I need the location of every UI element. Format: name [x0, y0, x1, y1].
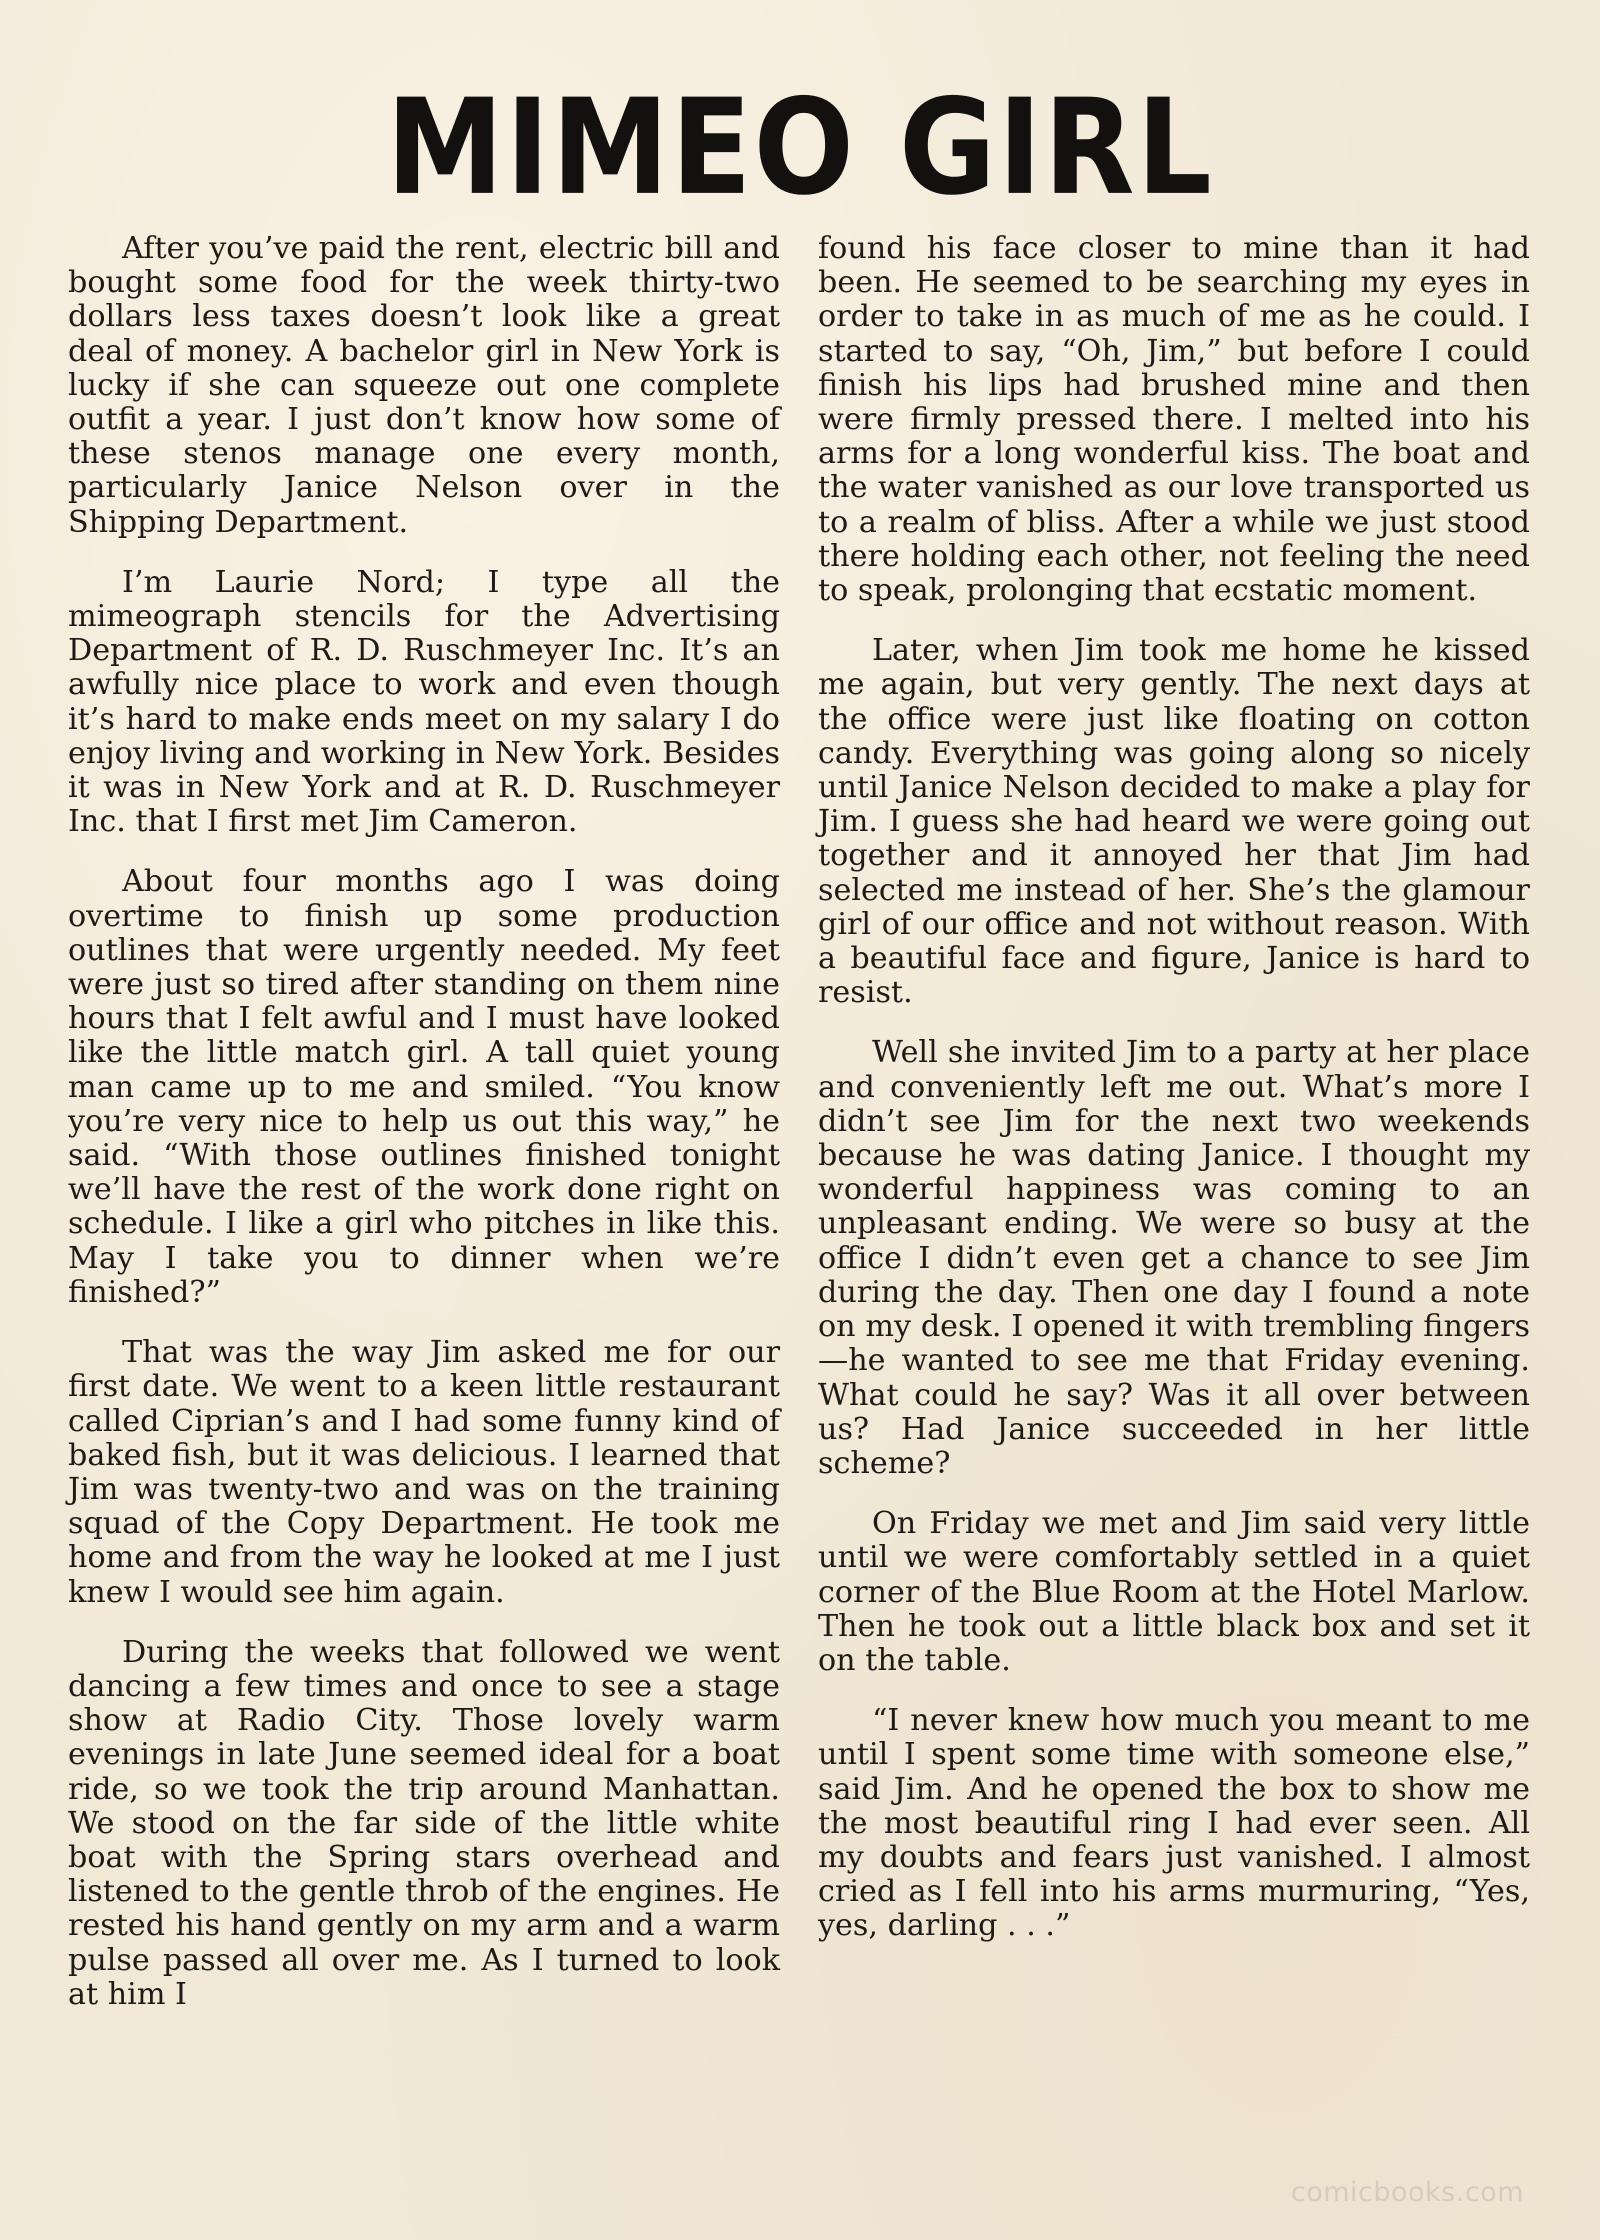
paragraph: On Friday we met and Jim said very little until we were comfortably settled in a quiet corner of the Blue Room at the Hotel Marlow. Then he took out a little black box and set it on the table. — [818, 1506, 1530, 1678]
paragraph: Well she invited Jim to a party at her place and conveniently left me out. What’s more I didn’t see Jim for the next two weekends because he was dating Janice. I thought my wonderful happiness was coming to an unpleasant ending. We were so busy at the office I didn’t even get a chance to see Jim during the day. Then one day I found a note on my desk. I opened it with trembling fingers—he wanted to see me that Friday evening. What could he say? Was it all over between us? Had Janice succeeded in her little scheme? — [818, 1035, 1530, 1481]
paragraph: Later, when Jim took me home he kissed me again, but very gently. The next days at the office were just like floating on cotton candy. Everything was going along so nicely until Janice Nelson decided to make a play for Jim. I guess she had heard we were going out together and it annoyed her that Jim had selected me instead of her. She’s the glamour girl of our office and not without reason. With a beautiful face and figure, Janice is hard to resist. — [818, 633, 1530, 1011]
right-column — [818, 232, 1530, 1970]
paragraph: found his face closer to mine than it had been. He seemed to be searching my eyes in order to take in as much of me as he could. I started to say, “Oh, Jim,” but before I could finish his lips had brushed mine and then were firmly pressed there. I melted into his arms for a long wonderful kiss. The boat and the water vanished as our love transported us to a realm of bliss. After a while we just stood there holding each other, not feeling the need to speak, prolonging that ecstatic moment. — [818, 231, 1530, 609]
watermark: comicbooks.com — [1290, 2177, 1524, 2208]
paragraph: During the weeks that followed we went dancing a few times and once to see a stage show at Radio City. Those lovely warm evenings in late June seemed ideal for a boat ride, so we took the trip around Manhattan. We stood on the far side of the little white boat with the Spring stars overhead and listened to the gentle throb of the engines. He rested his hand gently on my arm and a warm pulse passed all over me. As I turned to look at him I — [68, 1634, 780, 2012]
paragraph: After you’ve paid the rent, electric bill and bought some food for the week thirty-two dollars less taxes doesn’t look like a great deal of money. A bachelor girl in New York is lucky if she can squeeze out one complete outfit a year. I just don’t know how some of these stenos manage one every month, particularly Janice Nelson over in the Shipping Department. — [68, 231, 780, 540]
paragraph: I’m Laurie Nord; I type all the mimeograph stencils for the Advertising Department of R. D. Ruschmeyer Inc. It’s an awfully nice place to work and even though it’s hard to make ends meet on my salary I do enjoy living and working in New York. Besides it was in New York and at R. D. Ruschmeyer Inc. that I first met Jim Cameron. — [68, 564, 780, 840]
paragraph: That was the way Jim asked me for our first date. We went to a keen little restaurant called Ciprian’s and I had some funny kind of baked fish, but it was delicious. I learned that Jim was twenty-two and was on the training squad of the Copy Department. He took me home and from the way he looked at me I just knew I would see him again. — [68, 1335, 780, 1610]
left-column — [68, 232, 780, 2038]
paragraph: “I never knew how much you meant to me until I spent some time with someone else,” said Jim. And he opened the box to show me the most beautiful ring I had ever seen. All my doubts and fears just vanished. I almost cried as I fell into his arms murmuring, “Yes, yes, darling . . .” — [818, 1703, 1530, 1944]
story-title: MIMEO GIRL — [386, 69, 1214, 225]
paragraph: About four months ago I was doing overtime to finish up some production outlines that were urgently needed. My feet were just so tired after standing on them nine hours that I felt awful and I must have looked like the little match girl. A tall quiet young man came up to me and smiled. “You know you’re very nice to help us out this way,” he said. “With those outlines finished tonight we’ll have the rest of the work done right on schedule. I like a girl who pitches in like this. May I take you to dinner when we’re finished?” — [68, 864, 780, 1310]
